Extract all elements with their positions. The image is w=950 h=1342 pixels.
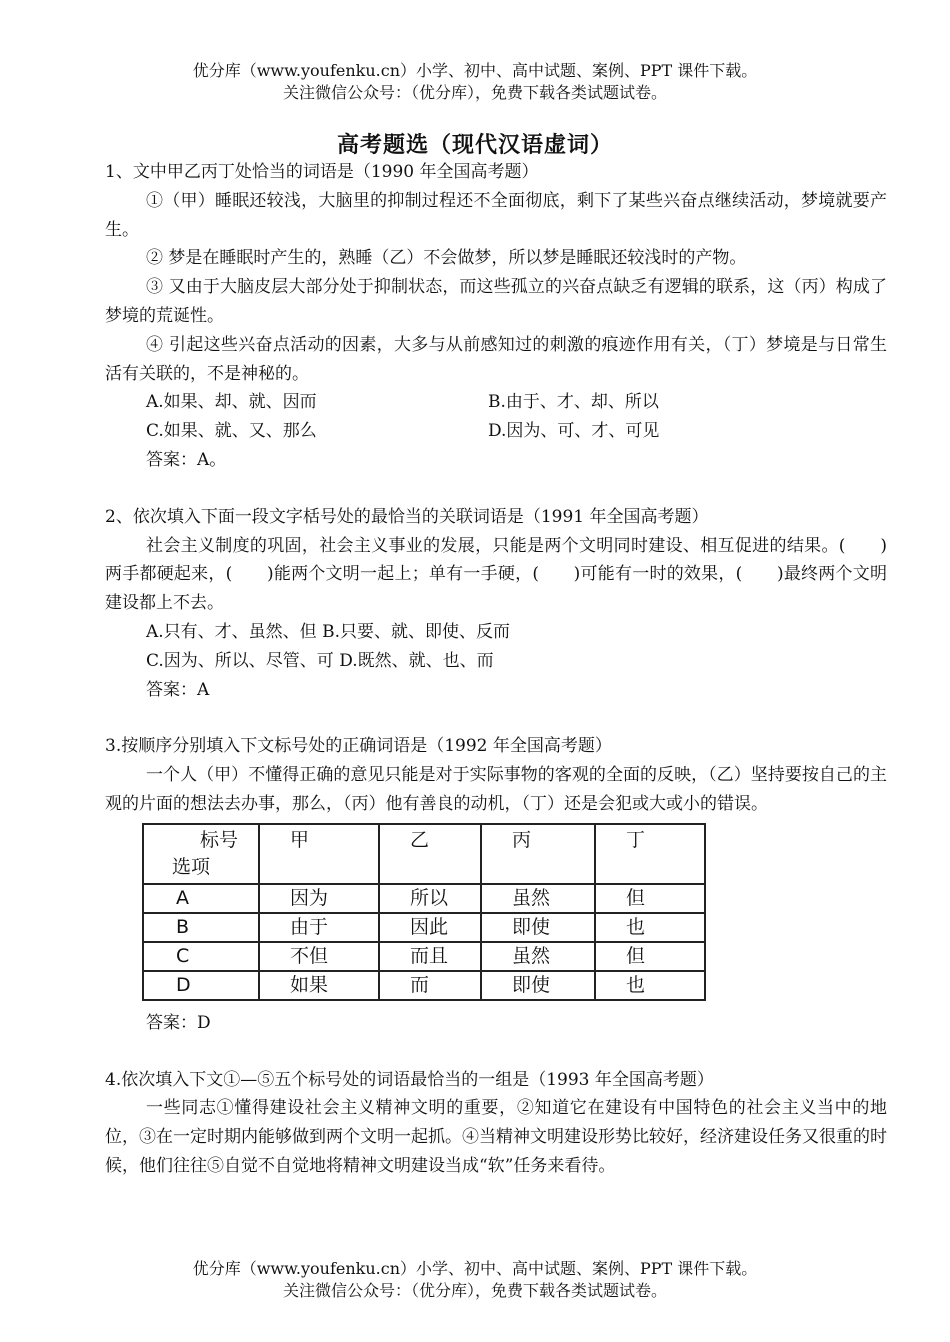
table-header-cell: 甲 xyxy=(259,824,379,884)
table-row-label: A xyxy=(143,884,259,913)
q1-paragraph-1: ①（甲）睡眠还较浅，大脑里的抑制过程还不全面彻底，剩下了某些兴奋点继续活动，梦境就要产生。 xyxy=(105,190,887,240)
table-row xyxy=(143,913,705,942)
table-row-label: C xyxy=(143,942,259,971)
page-header xyxy=(0,60,950,104)
document-body xyxy=(105,158,887,1181)
table-cell: 但 xyxy=(595,884,705,913)
table-cell: 也 xyxy=(595,913,705,942)
q4-stem: 4.依次填入下文①—⑤五个标号处的词语最恰当的一组是（1993 年全国高考题） xyxy=(105,1069,714,1090)
q2-paragraph-1: 社会主义制度的巩固，社会主义事业的发展，只能是两个文明同时建设、相互促进的结果。( )两手都硬起来，( )能两个文明一起上；单有一手硬，( )可能有一时的效果，( )最终两个文明建设都上不去。 xyxy=(105,535,887,614)
table-corner-cell xyxy=(143,824,259,884)
q1-option-b: B.由于、才、却、所以 xyxy=(488,392,659,413)
q2-answer: 答案：A xyxy=(146,679,210,700)
q2-stem: 2、依次填入下面一段文字栝号处的最恰当的关联词语是（1991 年全国高考题） xyxy=(105,506,709,527)
page-title: 高考题选（现代汉语虚词） xyxy=(336,132,613,158)
table-cell: 即使 xyxy=(481,913,595,942)
table-cell: 虽然 xyxy=(481,942,595,971)
q2-options-cd: C.因为、所以、尽管、可 D.既然、就、也、而 xyxy=(146,650,494,671)
table-cell: 但 xyxy=(595,942,705,971)
q4-paragraph-1: 一些同志①懂得建设社会主义精神文明的重要，②知道它在建设有中国特色的社会主义当中的地位，③在一定时期内能够做到两个文明一起抓。④当精神文明建设形势比较好，经济建设任务又很重的时候，他们往往⑤自觉不自觉地将精神文明建设当成“软”任务来看待。 xyxy=(105,1098,887,1176)
table-cell: 因为 xyxy=(259,884,379,913)
table-cell: 由于 xyxy=(259,913,379,942)
table-row-label: B xyxy=(143,913,259,942)
table-header-cell: 丁 xyxy=(595,824,705,884)
table-cell: 所以 xyxy=(379,884,481,913)
q1-option-a: A.如果、却、就、因而 xyxy=(146,392,317,413)
q3-answer: 答案：D xyxy=(146,1012,211,1033)
q2-options-ab: A.只有、才、虽然、但 B.只要、就、即使、反而 xyxy=(146,621,510,642)
table-cell: 而且 xyxy=(379,942,481,971)
header-line-1: 优分库（www.youfenku.cn）小学、初中、高中试题、案例、PPT 课件下载。 xyxy=(192,61,758,80)
table-header-row xyxy=(143,824,705,884)
q1-answer: 答案：A。 xyxy=(146,449,227,470)
header-line-2: 关注微信公众号：（优分库），免费下载各类试题试卷。 xyxy=(282,83,667,102)
q1-option-d: D.因为、可、才、可见 xyxy=(488,421,660,442)
table-row xyxy=(143,884,705,913)
table-cell: 虽然 xyxy=(481,884,595,913)
q1-paragraph-2: ② 梦是在睡眠时产生的，熟睡（乙）不会做梦，所以梦是睡眠还较浅时的产物。 xyxy=(146,248,747,269)
q1-paragraph-4: ④ 引起这些兴奋点活动的因素，大多与从前感知过的刺激的痕迹作用有关，（丁）梦境是与日常生活有关联的，不是神秘的。 xyxy=(105,334,887,384)
footer-line-2: 关注微信公众号：（优分库），免费下载各类试题试卷。 xyxy=(282,1281,667,1300)
table-row xyxy=(143,971,705,1000)
q3-options-table xyxy=(142,823,706,1001)
table-row xyxy=(143,942,705,971)
table-header-cell: 丙 xyxy=(481,824,595,884)
table-header-cell: 乙 xyxy=(379,824,481,884)
table-row-label: D xyxy=(143,971,259,1000)
q1-paragraph-3: ③ 又由于大脑皮层大部分处于抑制状态，而这些孤立的兴奋点缺乏有逻辑的联系，这（丙）构成了梦境的荒诞性。 xyxy=(105,277,887,326)
corner-label-top: 标号 xyxy=(200,828,239,851)
table-cell: 而 xyxy=(379,971,481,1000)
q1-options-row-1 xyxy=(105,388,887,417)
q1-option-c: C.如果、就、又、那么 xyxy=(146,421,317,442)
page-footer xyxy=(0,1258,950,1302)
table-cell: 因此 xyxy=(379,913,481,942)
q1-stem: 1、文中甲乙丙丁处恰当的词语是（1990 年全国高考题） xyxy=(105,162,539,182)
q1-options-row-2 xyxy=(105,417,887,446)
corner-label-bottom: 选项 xyxy=(172,855,211,878)
q3-paragraph-1: 一个人（甲）不懂得正确的意见只能是对于实际事物的客观的全面的反映，（乙）坚持要按自己的主观的片面的想法去办事，那么，（丙）他有善良的动机，（丁）还是会犯或大或小的错误。 xyxy=(105,765,887,814)
table-cell: 不但 xyxy=(259,942,379,971)
table-cell: 即使 xyxy=(481,971,595,1000)
footer-line-1: 优分库（www.youfenku.cn）小学、初中、高中试题、案例、PPT 课件下载。 xyxy=(192,1259,758,1278)
table-cell: 也 xyxy=(595,971,705,1000)
q3-stem: 3.按顺序分别填入下文标号处的正确词语是（1992 年全国高考题） xyxy=(105,736,612,757)
table-cell: 如果 xyxy=(259,971,379,1000)
